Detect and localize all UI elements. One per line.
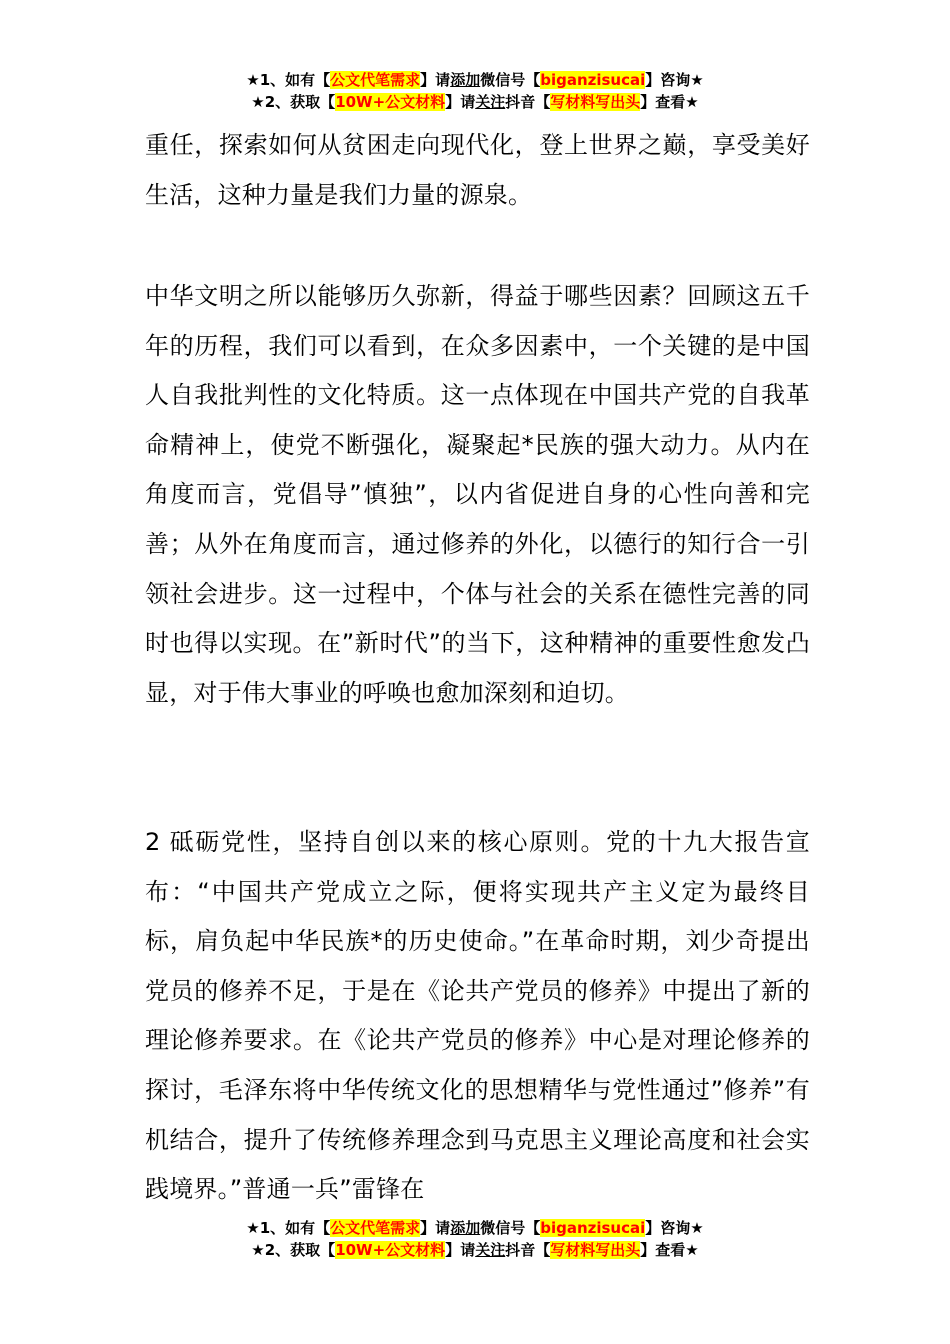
banner-line-1: ★1、如有【公文代笔需求】请添加微信号【biganzisucai】咨询★ bbox=[246, 1219, 704, 1237]
header-banner bbox=[0, 69, 950, 113]
banner-highlight-douyin: 写材料写出头 bbox=[550, 1241, 641, 1259]
banner-highlight-service: 公文代笔需求 bbox=[330, 1219, 421, 1237]
banner-highlight-wechat: biganzisucai bbox=[540, 1219, 646, 1237]
banner-highlight-materials: 10W+公文材料 bbox=[335, 93, 446, 111]
footer-banner bbox=[0, 1217, 950, 1261]
banner-highlight-materials: 10W+公文材料 bbox=[335, 1241, 446, 1259]
banner-line-2: ★2、获取【10W+公文材料】请关注抖音【写材料写出头】查看★ bbox=[251, 1241, 699, 1259]
banner-highlight-service: 公文代笔需求 bbox=[330, 71, 421, 89]
paragraph-2: 中华文明之所以能够历久弥新，得益于哪些因素？回顾这五千年的历程，我们可以看到，在众多因素中，一个关键的是中国人自我批判性的文化特质。这一点体现在中国共产党的自我革命精神上，使党不断强化，凝聚起*民族的强大动力。从内在角度而言，党倡导”慎独”，以内省促进自身的心性向善和完善；从外在角度而言，通过修养的外化，以德行的知行合一引领社会进步。这一过程中，个体与社会的关系在德性完善的同时也得以实现。在”新时代”的当下，这种精神的重要性愈发凸显，对于伟大事业的呼唤也愈加深刻和迫切。 bbox=[145, 282, 810, 707]
banner-line-2: ★2、获取【10W+公文材料】请关注抖音【写材料写出头】查看★ bbox=[251, 93, 699, 111]
banner-highlight-douyin: 写材料写出头 bbox=[550, 93, 641, 111]
paragraph-1: 重任，探索如何从贫困走向现代化，登上世界之巅，享受美好生活，这种力量是我们力量的源泉。 bbox=[145, 131, 810, 209]
banner-highlight-wechat: biganzisucai bbox=[540, 71, 646, 89]
banner-line-1: ★1、如有【公文代笔需求】请添加微信号【biganzisucai】咨询★ bbox=[246, 71, 704, 89]
paragraph-3: 2 砥砺党性，坚持自创以来的核心原则。党的十九大报告宣布：“中国共产党成立之际，便将实现共产主义定为最终目标，肩负起中华民族*的历史使命。”在革命时期，刘少奇提出党员的修养不足，于是在《论共产党员的修养》中提出了新的理论修养要求。在《论共产党员的修养》中心是对理论修养的探讨，毛泽东将中华传统文化的思想精华与党性通过”修养”有机结合，提升了传统修养理念到马克思主义理论高度和社会实践境界。”普通一兵”雷锋在 bbox=[145, 828, 810, 1204]
